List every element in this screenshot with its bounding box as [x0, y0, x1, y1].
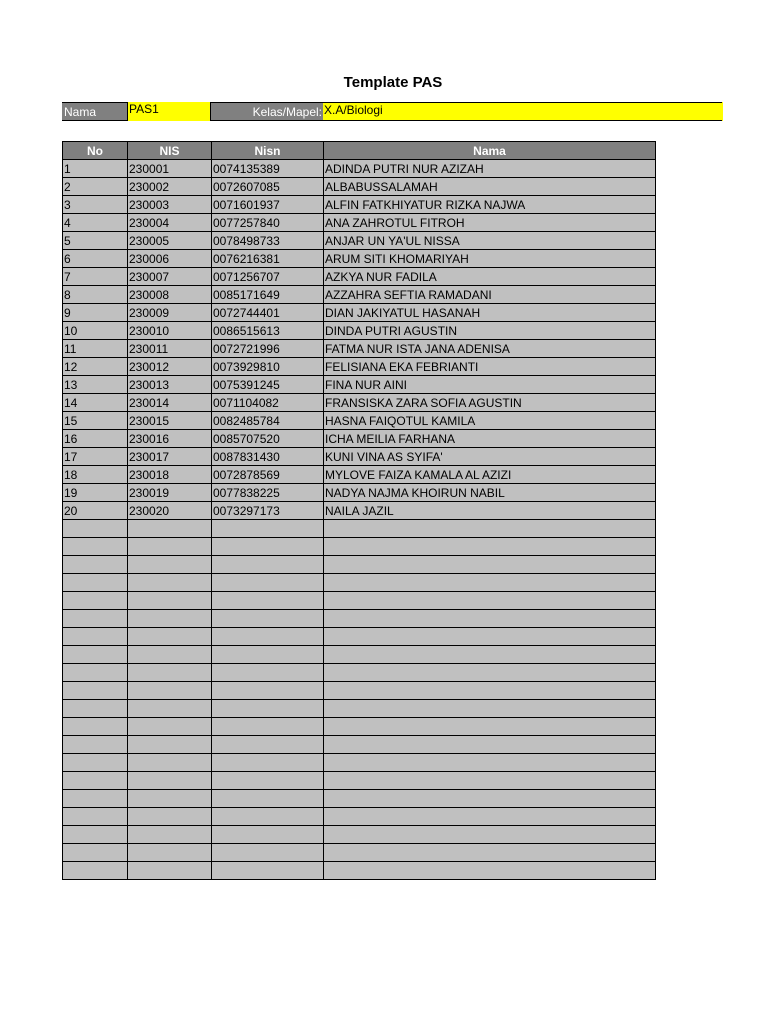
- cell-nama[interactable]: ADINDA PUTRI NUR AZIZAH: [324, 160, 656, 178]
- empty-cell-nis[interactable]: [128, 862, 212, 880]
- empty-cell-nisn[interactable]: [212, 646, 324, 664]
- empty-cell-no[interactable]: [63, 844, 128, 862]
- cell-nis[interactable]: 230009: [128, 304, 212, 322]
- empty-cell-nama[interactable]: [324, 628, 656, 646]
- empty-table-row: [63, 862, 656, 880]
- cell-nis[interactable]: 230011: [128, 340, 212, 358]
- empty-cell-nama[interactable]: [324, 862, 656, 880]
- cell-no[interactable]: 8: [63, 286, 128, 304]
- student-table-body: [63, 160, 656, 880]
- cell-no[interactable]: 17: [63, 448, 128, 466]
- cell-nisn[interactable]: 0085171649: [212, 286, 324, 304]
- cell-nis[interactable]: 230004: [128, 214, 212, 232]
- cell-nisn[interactable]: 0086515613: [212, 322, 324, 340]
- cell-no[interactable]: 19: [63, 484, 128, 502]
- empty-table-row: [63, 718, 656, 736]
- cell-nis[interactable]: 230005: [128, 232, 212, 250]
- empty-cell-nisn[interactable]: [212, 538, 324, 556]
- cell-nis[interactable]: 230012: [128, 358, 212, 376]
- cell-nama[interactable]: FATMA NUR ISTA JANA ADENISA: [324, 340, 656, 358]
- cell-nama[interactable]: AZKYA NUR FADILA: [324, 268, 656, 286]
- cell-nama[interactable]: MYLOVE FAIZA KAMALA AL AZIZI: [324, 466, 656, 484]
- empty-cell-no[interactable]: [63, 574, 128, 592]
- empty-cell-no[interactable]: [63, 700, 128, 718]
- table-row: [63, 286, 656, 304]
- cell-no[interactable]: 18: [63, 466, 128, 484]
- cell-nisn[interactable]: 0085707520: [212, 430, 324, 448]
- cell-nisn[interactable]: 0072744401: [212, 304, 324, 322]
- empty-table-row: [63, 754, 656, 772]
- empty-cell-nisn[interactable]: [212, 718, 324, 736]
- table-row: [63, 322, 656, 340]
- cell-nis[interactable]: 230014: [128, 394, 212, 412]
- empty-cell-nama[interactable]: [324, 808, 656, 826]
- cell-no[interactable]: 11: [63, 340, 128, 358]
- empty-cell-nis[interactable]: [128, 592, 212, 610]
- empty-cell-nis[interactable]: [128, 520, 212, 538]
- empty-cell-no[interactable]: [63, 646, 128, 664]
- empty-table-row: [63, 664, 656, 682]
- empty-cell-no[interactable]: [63, 754, 128, 772]
- cell-nis[interactable]: 230015: [128, 412, 212, 430]
- empty-cell-nama[interactable]: [324, 718, 656, 736]
- empty-cell-nis[interactable]: [128, 790, 212, 808]
- table-row: [63, 178, 656, 196]
- empty-cell-nisn[interactable]: [212, 682, 324, 700]
- cell-nisn[interactable]: 0087831430: [212, 448, 324, 466]
- cell-nisn[interactable]: 0076216381: [212, 250, 324, 268]
- cell-no[interactable]: 20: [63, 502, 128, 520]
- cell-nama[interactable]: FRANSISKA ZARA SOFIA AGUSTIN: [324, 394, 656, 412]
- cell-nis[interactable]: 230018: [128, 466, 212, 484]
- empty-cell-no[interactable]: [63, 682, 128, 700]
- empty-cell-nis[interactable]: [128, 646, 212, 664]
- cell-nisn[interactable]: 0072878569: [212, 466, 324, 484]
- empty-cell-nama[interactable]: [324, 574, 656, 592]
- cell-no[interactable]: 5: [63, 232, 128, 250]
- cell-no[interactable]: 7: [63, 268, 128, 286]
- empty-cell-nama[interactable]: [324, 736, 656, 754]
- table-row: [63, 430, 656, 448]
- empty-cell-nisn[interactable]: [212, 862, 324, 880]
- empty-cell-nama[interactable]: [324, 826, 656, 844]
- cell-no[interactable]: 12: [63, 358, 128, 376]
- empty-table-row: [63, 610, 656, 628]
- cell-nisn[interactable]: 0077257840: [212, 214, 324, 232]
- page-title: Template PAS: [343, 74, 443, 91]
- student-table: [62, 141, 656, 880]
- empty-table-row: [63, 844, 656, 862]
- empty-cell-nis[interactable]: [128, 538, 212, 556]
- cell-no[interactable]: 9: [63, 304, 128, 322]
- cell-nama[interactable]: AZZAHRA SEFTIA RAMADANI: [324, 286, 656, 304]
- cell-nama[interactable]: ALFIN FATKHIYATUR RIZKA NAJWA: [324, 196, 656, 214]
- empty-cell-nis[interactable]: [128, 844, 212, 862]
- empty-cell-no[interactable]: [63, 610, 128, 628]
- empty-table-row: [63, 826, 656, 844]
- empty-cell-no[interactable]: [63, 592, 128, 610]
- cell-nis[interactable]: 230007: [128, 268, 212, 286]
- empty-cell-nisn[interactable]: [212, 628, 324, 646]
- empty-cell-nis[interactable]: [128, 736, 212, 754]
- cell-nisn[interactable]: 0077838225: [212, 484, 324, 502]
- cell-nisn[interactable]: 0072721996: [212, 340, 324, 358]
- cell-nis[interactable]: 230010: [128, 322, 212, 340]
- table-row: [63, 214, 656, 232]
- table-row: [63, 502, 656, 520]
- cell-nama[interactable]: ARUM SITI KHOMARIYAH: [324, 250, 656, 268]
- cell-nisn[interactable]: 0078498733: [212, 232, 324, 250]
- empty-table-row: [63, 592, 656, 610]
- cell-nama[interactable]: FINA NUR AINI: [324, 376, 656, 394]
- empty-cell-nisn[interactable]: [212, 610, 324, 628]
- empty-cell-nisn[interactable]: [212, 736, 324, 754]
- empty-table-row: [63, 682, 656, 700]
- empty-cell-nis[interactable]: [128, 772, 212, 790]
- empty-table-row: [63, 574, 656, 592]
- table-row: [63, 394, 656, 412]
- empty-table-row: [63, 772, 656, 790]
- cell-no[interactable]: 14: [63, 394, 128, 412]
- empty-cell-nis[interactable]: [128, 664, 212, 682]
- cell-nis[interactable]: 230016: [128, 430, 212, 448]
- cell-nisn[interactable]: 0074135389: [212, 160, 324, 178]
- empty-cell-nis[interactable]: [128, 700, 212, 718]
- empty-table-row: [63, 556, 656, 574]
- empty-cell-nis[interactable]: [128, 718, 212, 736]
- empty-table-row: [63, 538, 656, 556]
- cell-nisn[interactable]: 0071256707: [212, 268, 324, 286]
- column-header-nama[interactable]: Nama: [324, 142, 656, 160]
- column-header-no[interactable]: No: [63, 142, 128, 160]
- cell-no[interactable]: 13: [63, 376, 128, 394]
- table-row: [63, 304, 656, 322]
- cell-no[interactable]: 6: [63, 250, 128, 268]
- empty-cell-nisn[interactable]: [212, 790, 324, 808]
- empty-cell-nis[interactable]: [128, 826, 212, 844]
- cell-no[interactable]: 2: [63, 178, 128, 196]
- table-header-row: [63, 142, 656, 160]
- cell-nama[interactable]: ANA ZAHROTUL FITROH: [324, 214, 656, 232]
- cell-nama[interactable]: HASNA FAIQOTUL KAMILA: [324, 412, 656, 430]
- empty-cell-nama[interactable]: [324, 520, 656, 538]
- cell-no[interactable]: 15: [63, 412, 128, 430]
- cell-nisn[interactable]: 0071104082: [212, 394, 324, 412]
- empty-table-row: [63, 520, 656, 538]
- empty-cell-no[interactable]: [63, 808, 128, 826]
- cell-nama[interactable]: ICHA MEILIA FARHANA: [324, 430, 656, 448]
- empty-cell-nis[interactable]: [128, 574, 212, 592]
- table-row: [63, 268, 656, 286]
- empty-table-row: [63, 790, 656, 808]
- cell-nis[interactable]: 230003: [128, 196, 212, 214]
- empty-cell-nis[interactable]: [128, 682, 212, 700]
- empty-cell-no[interactable]: [63, 556, 128, 574]
- column-header-nisn[interactable]: Nisn: [212, 142, 324, 160]
- cell-nis[interactable]: 230019: [128, 484, 212, 502]
- empty-cell-nisn[interactable]: [212, 664, 324, 682]
- table-row: [63, 250, 656, 268]
- cell-no[interactable]: 16: [63, 430, 128, 448]
- empty-cell-nis[interactable]: [128, 754, 212, 772]
- empty-cell-no[interactable]: [63, 826, 128, 844]
- empty-cell-nama[interactable]: [324, 538, 656, 556]
- cell-nama[interactable]: FELISIANA EKA FEBRIANTI: [324, 358, 656, 376]
- table-row: [63, 412, 656, 430]
- table-row: [63, 196, 656, 214]
- cell-no[interactable]: 4: [63, 214, 128, 232]
- cell-nama[interactable]: DINDA PUTRI AGUSTIN: [324, 322, 656, 340]
- cell-no[interactable]: 1: [63, 160, 128, 178]
- cell-nis[interactable]: 230013: [128, 376, 212, 394]
- empty-cell-nisn[interactable]: [212, 826, 324, 844]
- empty-cell-no[interactable]: [63, 790, 128, 808]
- empty-table-row: [63, 646, 656, 664]
- empty-cell-nama[interactable]: [324, 754, 656, 772]
- empty-cell-nisn[interactable]: [212, 592, 324, 610]
- empty-cell-nisn[interactable]: [212, 808, 324, 826]
- empty-cell-no[interactable]: [63, 538, 128, 556]
- cell-nis[interactable]: 230020: [128, 502, 212, 520]
- cell-nisn[interactable]: 0073929810: [212, 358, 324, 376]
- table-row: [63, 232, 656, 250]
- cell-nama[interactable]: DIAN JAKIYATUL HASANAH: [324, 304, 656, 322]
- empty-cell-nis[interactable]: [128, 610, 212, 628]
- empty-cell-no[interactable]: [63, 664, 128, 682]
- empty-cell-nisn[interactable]: [212, 844, 324, 862]
- empty-cell-no[interactable]: [63, 520, 128, 538]
- empty-cell-no[interactable]: [63, 772, 128, 790]
- empty-cell-no[interactable]: [63, 862, 128, 880]
- cell-nis[interactable]: 230002: [128, 178, 212, 196]
- empty-cell-no[interactable]: [63, 718, 128, 736]
- cell-nisn[interactable]: 0073297173: [212, 502, 324, 520]
- empty-cell-nisn[interactable]: [212, 520, 324, 538]
- table-row: [63, 484, 656, 502]
- cell-nis[interactable]: 230017: [128, 448, 212, 466]
- kelas-value-cell[interactable]: X.A/Biologi: [323, 102, 722, 121]
- cell-nis[interactable]: 230008: [128, 286, 212, 304]
- empty-cell-nama[interactable]: [324, 592, 656, 610]
- table-row: [63, 358, 656, 376]
- cell-nisn[interactable]: 0072607085: [212, 178, 324, 196]
- empty-cell-nis[interactable]: [128, 556, 212, 574]
- empty-cell-nisn[interactable]: [212, 700, 324, 718]
- column-header-nis[interactable]: NIS: [128, 142, 212, 160]
- empty-cell-nama[interactable]: [324, 664, 656, 682]
- cell-nama[interactable]: NAILA JAZIL: [324, 502, 656, 520]
- table-row: [63, 340, 656, 358]
- cell-nama[interactable]: ALBABUSSALAMAH: [324, 178, 656, 196]
- table-row: [63, 160, 656, 178]
- empty-cell-nama[interactable]: [324, 646, 656, 664]
- nama-value-cell[interactable]: PAS1: [127, 102, 211, 121]
- empty-cell-nisn[interactable]: [212, 574, 324, 592]
- empty-cell-nisn[interactable]: [212, 754, 324, 772]
- empty-cell-nama[interactable]: [324, 682, 656, 700]
- cell-no[interactable]: 3: [63, 196, 128, 214]
- cell-nama[interactable]: ANJAR UN YA'UL NISSA: [324, 232, 656, 250]
- empty-cell-nama[interactable]: [324, 772, 656, 790]
- table-row: [63, 466, 656, 484]
- empty-cell-nama[interactable]: [324, 610, 656, 628]
- empty-cell-nama[interactable]: [324, 556, 656, 574]
- table-row: [63, 448, 656, 466]
- kelas-label: Kelas/Mapel:: [211, 102, 323, 121]
- empty-table-row: [63, 808, 656, 826]
- nama-label: Nama: [62, 102, 127, 121]
- empty-cell-no[interactable]: [63, 628, 128, 646]
- cell-nama[interactable]: NADYA NAJMA KHOIRUN NABIL: [324, 484, 656, 502]
- empty-cell-nama[interactable]: [324, 700, 656, 718]
- empty-cell-nisn[interactable]: [212, 772, 324, 790]
- empty-cell-nama[interactable]: [324, 844, 656, 862]
- cell-nama[interactable]: KUNI VINA AS SYIFA': [324, 448, 656, 466]
- empty-cell-nama[interactable]: [324, 790, 656, 808]
- empty-table-row: [63, 628, 656, 646]
- empty-table-row: [63, 736, 656, 754]
- empty-cell-nisn[interactable]: [212, 556, 324, 574]
- table-row: [63, 376, 656, 394]
- empty-cell-no[interactable]: [63, 736, 128, 754]
- empty-cell-nis[interactable]: [128, 808, 212, 826]
- empty-table-row: [63, 700, 656, 718]
- cell-nis[interactable]: 230006: [128, 250, 212, 268]
- cell-nisn[interactable]: 0082485784: [212, 412, 324, 430]
- cell-nisn[interactable]: 0071601937: [212, 196, 324, 214]
- cell-nis[interactable]: 230001: [128, 160, 212, 178]
- cell-nisn[interactable]: 0075391245: [212, 376, 324, 394]
- empty-cell-nis[interactable]: [128, 628, 212, 646]
- cell-no[interactable]: 10: [63, 322, 128, 340]
